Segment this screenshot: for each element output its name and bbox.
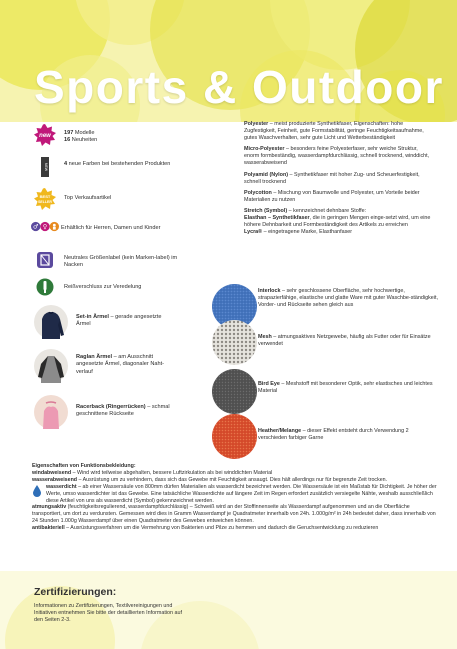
property-atmungsaktiv — [32, 504, 437, 525]
property-wasserdicht — [32, 484, 437, 505]
property-term: atmungsaktiv — [32, 504, 67, 511]
sleeve-raglan — [34, 349, 171, 383]
news-count: 16 — [64, 137, 71, 144]
material-polycotton — [244, 190, 434, 204]
property-desc: – Wind wird teilweise abgehalten, bessere Luftzirkulation als bei winddichten Material — [71, 469, 273, 476]
mesh-fabric-icon — [212, 320, 257, 365]
best-seller-text: Top Verkaufsartikel — [64, 195, 112, 201]
fabric-bird-eye-text — [258, 381, 438, 395]
fabric-desc: – dieser Effekt entsteht durch Verwendung 2 verschieden farbiger Garne — [258, 428, 409, 442]
gender-icons — [31, 221, 59, 232]
svg-text:BEST: BEST — [39, 194, 51, 199]
svg-text:NEW: NEW — [44, 162, 48, 172]
fabric-mesh-text — [258, 334, 438, 348]
bird-eye-fabric-icon — [212, 369, 257, 414]
svg-text:♀: ♀ — [42, 223, 48, 231]
material-desc: – Synthetikfaser mit hoher Zug- und Scheuerfestigkeit, schnell trocknend — [244, 171, 420, 185]
fabric-term: Bird Eye — [258, 381, 280, 387]
material-stretch — [244, 208, 434, 236]
raglan-desc: – am Ausschnitt angesetzte Ärmel, diagonaler Naht-verlauf — [76, 354, 164, 375]
set-in-sleeve-icon — [34, 305, 68, 339]
material-micro-polyester — [244, 146, 434, 167]
zipper-icon — [34, 278, 56, 296]
material-term: Polyamid (Nylon) — [244, 171, 289, 178]
racerback-title: Racerback (Ringerrücken) — [76, 404, 146, 410]
material-polyamid — [244, 172, 434, 186]
properties-heading: Eigenschaften von Funktionsbekleidung: — [32, 463, 136, 469]
functional-properties — [32, 463, 437, 532]
property-desc: (feuchtigkeitsregulierend, wasserdampfdurchlässig) – Schweiß wird an der Stoffinnenseite als Wasserdampf aufgenommen und an die Oberfläche transportiert, um dort zu verdunsten. Gemessen wird dies in Gramm Wasserdampf je Quadratmeter innerhalb von 24h. 1.000g/m² in 24h bedeutet daher, dass innerhalb von 24 Stunden 1.000g Wasserdampf über einen Quadratmeter des Gewebes entweichen können. — [32, 504, 436, 525]
feature-zipper — [34, 278, 141, 296]
property-antibakteriell — [32, 525, 437, 532]
models-label: Modelle — [73, 130, 95, 136]
certifications-title: Zertifizierungen: — [34, 586, 117, 598]
header-banner — [0, 0, 457, 122]
material-term: Micro-Polyester — [244, 146, 285, 153]
material-desc: – eingetragene Marke, Elasthanfaser — [262, 229, 353, 236]
material-desc: , die in geringen Mengen einge-setzt wird, um eine höhere Dehnbarkeit und Formbeständigkeit des Artikels zu erreichen — [244, 215, 431, 229]
gender-text: Erhältlich für Herren, Damen und Kinder — [61, 225, 161, 231]
set-in-title: Set-in Ärmel — [76, 314, 109, 320]
material-desc: – meist produzierte Synthetikfaser, Eigenschaften: hohe Zugfestigkeit, Feinheit, gute Formstabilität, geringe Feuchtigkeitsaufnahme, gutes Waschverhalten, sehr gute Licht und Wetterbeständigkeit — [244, 121, 424, 142]
property-wasserabweisend — [32, 477, 437, 484]
svg-text:SELLER: SELLER — [38, 200, 52, 204]
material-term: Elasthan – Synthetikfaser — [244, 215, 310, 222]
feature-gender — [34, 221, 181, 232]
material-desc: – besonders feine Polyesterfaser, sehr weiche Struktur, enorm formbeständig, wasserdampfdurchlässig, schnell trocknend, winddicht, wasserabweisend — [244, 146, 430, 167]
material-term: Stretch (Symbol) — [244, 207, 288, 214]
new-badge-icon — [34, 124, 56, 146]
page-title: Sports & Outdoor — [34, 61, 444, 113]
material-desc: – Mischung von Baumwolle und Polyester, um Vorteile beider Materialien zu nutzen — [244, 189, 420, 203]
material-polyester — [244, 121, 434, 142]
property-term: wasserdicht — [46, 483, 77, 490]
fabric-heather-text — [258, 428, 438, 442]
new-colors-count: 4 — [64, 161, 68, 167]
news-label: Neuheiten — [70, 137, 98, 144]
property-term: antibakteriell — [32, 525, 65, 532]
feature-new-models — [34, 124, 97, 146]
fabric-term: Mesh — [258, 334, 272, 340]
racerback-icon — [34, 395, 68, 429]
material-term: Polycotton — [244, 189, 272, 196]
fabric-term: Interlock — [258, 288, 281, 294]
feature-neutral-label — [34, 251, 194, 270]
material-term: Polyester — [244, 121, 269, 127]
property-windabweisend — [32, 470, 437, 477]
neutral-label-text: Neutrales Größenlabel (kein Marken-label) im Nacken — [64, 255, 178, 269]
property-desc: – ab einer Wassersäule von 800mm dürfen Materialien als wasserdicht bezeichnet werden. Die Wassersäule ist ein Maßstab für Dichtigkeit. Je höher der Werte, umso wasserdichter ist das Gewebe. Eine tatsächliche Wasserdichte auf längere Zeit im Regen erfordert zusätzlich versiegelte Nähte, weshalb ausschließlich diese Artikel von uns als wasserdicht (Symbol) gekennzeichnet werden. — [46, 483, 437, 504]
fabric-interlock-text — [258, 288, 438, 309]
property-term: windabweisend — [32, 469, 72, 476]
svg-text:♂: ♂ — [32, 223, 39, 231]
property-desc: – Ausrüstung um zu verhindern, dass sich das Gewebe mit Feuchtigkeit ansaugt. Dies hält allerdings nur für begrenzte Zeit trocken. — [77, 476, 388, 483]
feature-best-seller — [34, 188, 111, 210]
sleeve-set-in — [34, 305, 166, 339]
fabric-desc: – Meshstoff mit besonderer Optik, sehr elastisches und leichtes Material — [258, 381, 433, 395]
feature-new-colors — [34, 157, 204, 177]
water-drop-icon — [32, 485, 42, 497]
racerback-desc: – schmal geschnittene Rückseite — [76, 404, 170, 418]
raglan-title: Raglan Ärmel — [76, 354, 113, 360]
fabric-desc: – sehr geschlossene Oberfläche, sehr hochwertige, strapazierfähige, elastische und glatte Ware mit guter Waschbe-ständigkeit, Vorder- und Rückseite sehen gleich aus — [258, 288, 438, 309]
best-seller-icon — [34, 188, 56, 210]
raglan-sleeve-icon — [34, 349, 68, 383]
color-swatch-icon — [34, 157, 56, 177]
svg-text:new: new — [39, 133, 51, 139]
models-count: 197 — [64, 130, 74, 136]
fabric-term: Heather/Melange — [258, 428, 302, 434]
heather-fabric-icon — [212, 414, 257, 459]
neutral-label-icon — [34, 251, 56, 269]
sleeve-racerback — [34, 395, 176, 429]
property-desc: – Ausrüstungsverfahren um die Vermehrung von Bakterien und Pilze zu hemmen und dadurch die Geruchsentwicklung zu reduzieren — [64, 525, 379, 532]
property-term: wasserabweisend — [32, 476, 78, 483]
material-desc: – kennzeichnet dehnbare Stoffe: — [287, 207, 367, 214]
materials-list — [244, 121, 434, 240]
new-colors-label: neue Farben bei bestehenden Produkten — [67, 161, 171, 167]
set-in-desc: – gerade angesetzte Ärmel — [76, 314, 162, 328]
certifications-text: Informationen zu Zertifizierungen, Textilvereinigungen und Initiativen entnehmen Sie bitte der detaillierten Information auf den Seiten 2-3. — [34, 603, 183, 624]
fabric-desc: – atmungsaktives Netzgewebe, häufig als Futter oder für Einsätze verwendet — [258, 334, 431, 348]
zipper-text: Reißverschluss zur Veredelung — [64, 284, 142, 290]
material-term: Lycra® — [244, 229, 263, 236]
